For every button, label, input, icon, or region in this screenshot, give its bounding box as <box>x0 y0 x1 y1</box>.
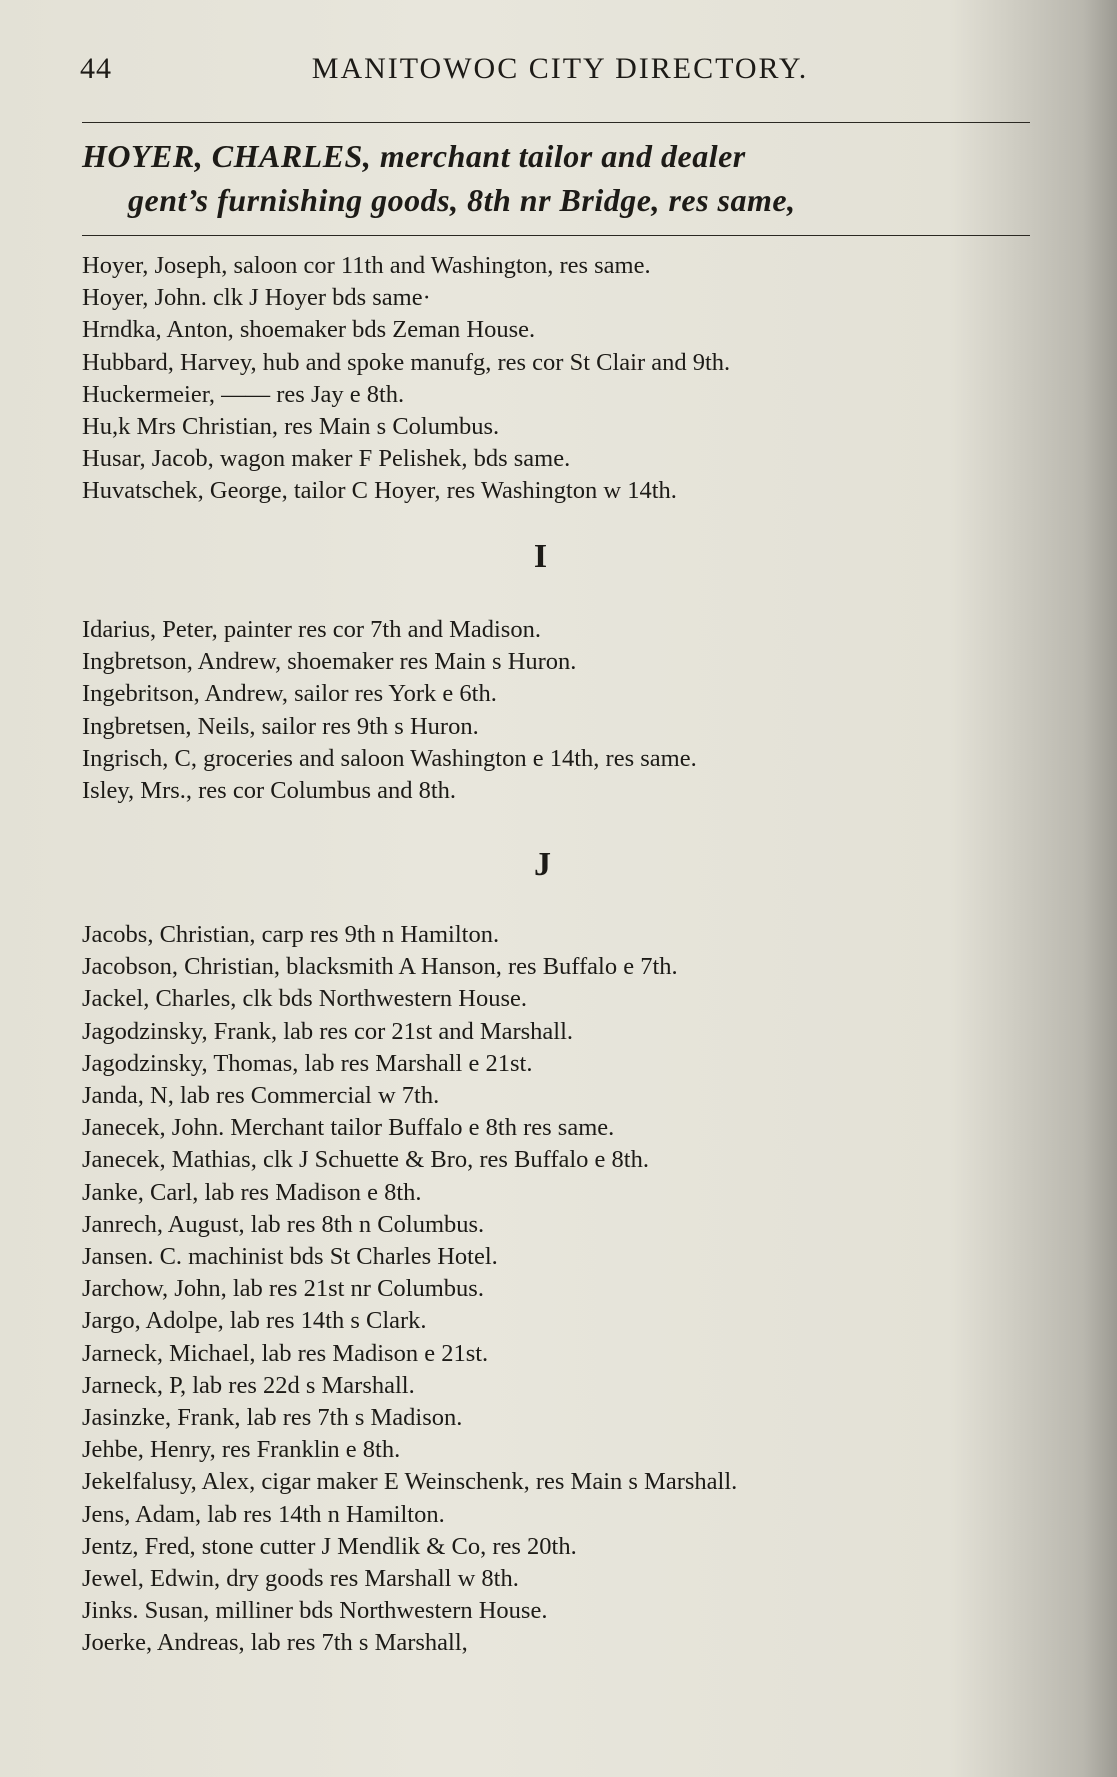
advert-top-rule <box>82 122 1030 123</box>
list-item: Janda, N, lab res Commercial w 7th. <box>82 1082 440 1110</box>
list-item: Janke, Carl, lab res Madison e 8th. <box>82 1178 422 1206</box>
advertisement-line-1: HOYER, CHARLES, merchant tailor and dealer <box>82 138 746 174</box>
section-letter-j: J <box>534 846 551 883</box>
list-item: Huvatschek, George, tailor C Hoyer, res Washington w 14th. <box>82 477 677 505</box>
list-item: Ingbretson, Andrew, shoemaker res Main s Huron. <box>82 648 577 676</box>
list-item: Janecek, Mathias, clk J Schuette & Bro, res Buffalo e 8th. <box>82 1146 649 1174</box>
list-item: Jasinzke, Frank, lab res 7th s Madison. <box>82 1404 463 1432</box>
list-item: Ingrisch, C, groceries and saloon Washington e 14th, res same. <box>82 744 697 772</box>
list-item: Jackel, Charles, clk bds Northwestern House. <box>82 985 527 1013</box>
list-item: Hoyer, John. clk J Hoyer bds same· <box>82 284 431 312</box>
section-letter-i: I <box>533 538 548 575</box>
list-item: Jehbe, Henry, res Franklin e 8th. <box>82 1436 401 1464</box>
list-item: Huckermeier, —— res Jay e 8th. <box>82 380 405 408</box>
list-item: Joerke, Andreas, lab res 7th s Marshall, <box>82 1629 468 1657</box>
list-item: Jentz, Fred, stone cutter J Mendlik & Co, res 20th. <box>82 1532 577 1560</box>
list-item: Ingbretsen, Neils, sailor res 9th s Huron. <box>82 712 479 740</box>
list-item: Jarneck, P, lab res 22d s Marshall. <box>82 1371 415 1399</box>
list-item: Isley, Mrs., res cor Columbus and 8th. <box>82 777 457 805</box>
list-item: Ingebritson, Andrew, sailor res York e 6th. <box>82 680 497 708</box>
list-item: Jinks. Susan, milliner bds Northwestern House. <box>82 1597 548 1625</box>
list-item: Jekelfalusy, Alex, cigar maker E Weinschenk, res Main s Marshall. <box>82 1468 738 1496</box>
list-item: Jewel, Edwin, dry goods res Marshall w 8th. <box>82 1565 519 1593</box>
list-item: Jansen. C. machinist bds St Charles Hotel. <box>82 1243 498 1271</box>
list-item: Hu,k Mrs Christian, res Main s Columbus. <box>82 413 500 441</box>
list-item: Idarius, Peter, painter res cor 7th and Madison. <box>82 616 541 643</box>
list-item: Jargo, Adolpe, lab res 14th s Clark. <box>82 1307 427 1335</box>
list-item: Jagodzinsky, Frank, lab res cor 21st and Marshall. <box>82 1017 574 1045</box>
list-item: Janecek, John. Merchant tailor Buffalo e 8th res same. <box>82 1114 615 1142</box>
section-h-entries <box>82 250 1042 508</box>
list-item: Jacobson, Christian, blacksmith A Hanson, res Buffalo e 7th. <box>82 953 678 981</box>
running-title: MANITOWOC CITY DIRECTORY. <box>311 52 809 85</box>
list-item: Jacobs, Christian, carp res 9th n Hamilton. <box>82 921 500 948</box>
list-item: Hubbard, Harvey, hub and spoke manufg, res cor St Clair and 9th. <box>82 348 731 376</box>
list-item: Hrndka, Anton, shoemaker bds Zeman House. <box>82 316 536 344</box>
list-item: Jarneck, Michael, lab res Madison e 21st. <box>82 1339 489 1367</box>
list-item: Jarchow, John, lab res 21st nr Columbus. <box>82 1275 484 1303</box>
list-item: Hoyer, Joseph, saloon cor 11th and Washington, res same. <box>82 252 651 279</box>
list-item: Husar, Jacob, wagon maker F Pelishek, bds same. <box>82 445 571 473</box>
list-item: Janrech, August, lab res 8th n Columbus. <box>82 1210 485 1238</box>
section-i-entries <box>82 614 1042 807</box>
list-item: Jens, Adam, lab res 14th n Hamilton. <box>82 1500 445 1528</box>
advert-bottom-rule <box>82 235 1030 236</box>
running-head <box>80 52 1040 92</box>
page-number: 44 <box>80 52 112 85</box>
list-item: Jagodzinsky, Thomas, lab res Marshall e 21st. <box>82 1049 533 1077</box>
advertisement-line-2: gent’s furnishing goods, 8th nr Bridge, res same, <box>128 182 796 218</box>
advertisement <box>82 134 1042 222</box>
section-j-entries <box>82 919 1042 1660</box>
